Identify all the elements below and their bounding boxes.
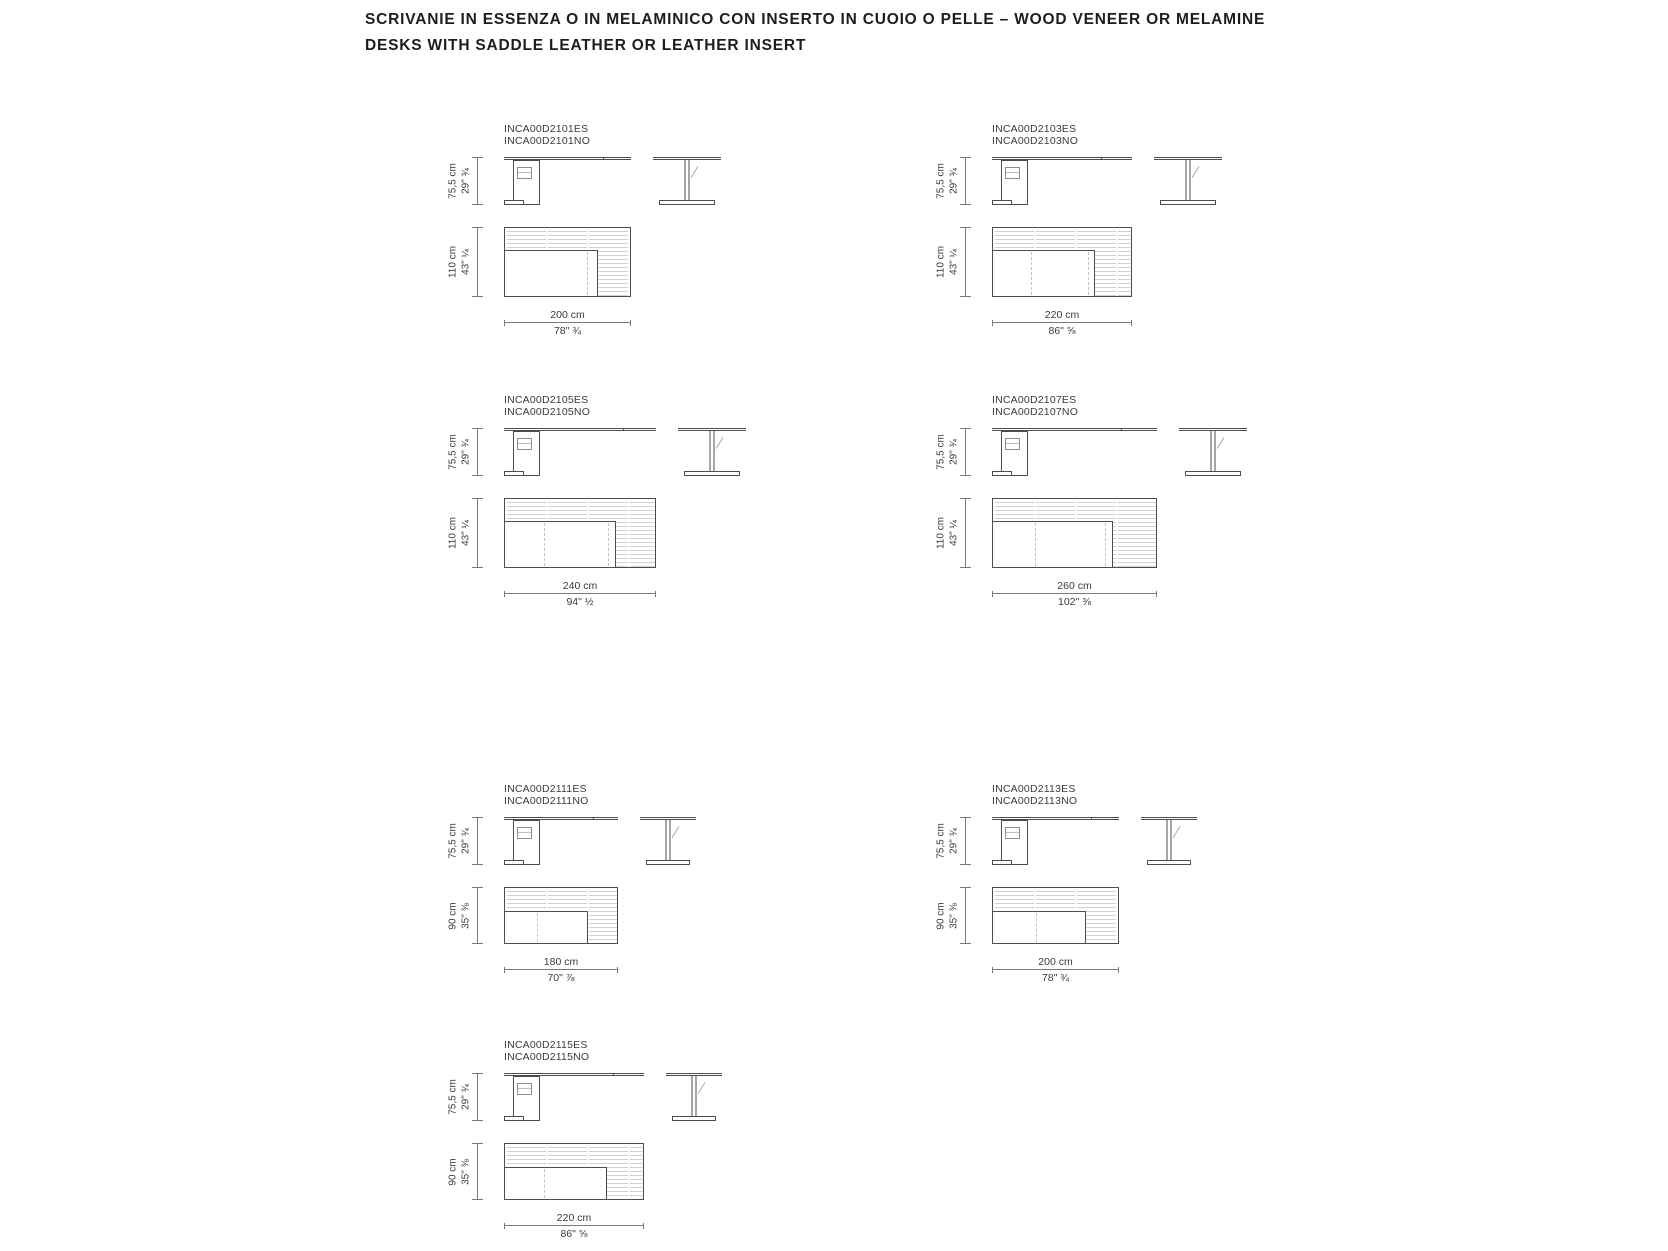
height-inch-label: 29" ¾ <box>948 168 960 194</box>
plan-view-drawing <box>992 498 1157 568</box>
side-leg-post <box>692 1076 697 1117</box>
front-elevation-drawing <box>992 817 1119 865</box>
product-codes <box>992 395 1078 418</box>
width-dimension-line <box>504 593 656 594</box>
product-code-es: INCA00D2101ES <box>504 123 589 135</box>
height-dimension <box>934 817 966 865</box>
leather-insert-area <box>993 250 1095 296</box>
product-code-es: INCA00D2111ES <box>504 783 587 795</box>
top-joint-tick <box>623 429 624 431</box>
plan-view-drawing <box>992 227 1132 297</box>
insert-seam-line <box>1088 252 1089 295</box>
plan-view-drawing <box>504 227 631 297</box>
height-dimension <box>446 1073 478 1121</box>
side-foot-plate <box>684 471 740 476</box>
height-cm-label: 75,5 cm <box>935 163 947 199</box>
width-dimension <box>504 956 618 984</box>
depth-dimension <box>934 887 966 944</box>
height-cm-label: 75,5 cm <box>447 823 459 859</box>
width-dimension-line <box>992 593 1157 594</box>
top-joint-tick <box>603 158 604 160</box>
plan-view-drawing <box>504 1143 644 1200</box>
insert-seam-line <box>1031 252 1032 295</box>
height-inch-label: 29" ¾ <box>948 439 960 465</box>
width-inch-label: 102" ⅜ <box>1058 596 1091 608</box>
width-inch-label: 70" ⅞ <box>547 972 575 984</box>
width-dimension-line <box>504 969 618 970</box>
plan-view-drawing <box>504 498 656 568</box>
width-dimension-line <box>504 322 631 323</box>
product-code-no: INCA00D2111NO <box>504 794 589 807</box>
depth-dimension <box>934 227 966 297</box>
page-title-line2: DESKS WITH SADDLE LEATHER OR LEATHER INSERT <box>365 37 807 54</box>
side-elevation-drawing <box>640 817 696 865</box>
product-block <box>935 123 1080 337</box>
side-brace-line <box>691 166 699 178</box>
depth-cm-label: 110 cm <box>935 516 947 550</box>
width-inch-label: 86" ⅝ <box>1048 325 1076 337</box>
height-inch-label: 29" ¾ <box>460 828 472 854</box>
side-elevation-drawing <box>1179 428 1247 476</box>
width-inch-label: 78" ¾ <box>553 325 582 337</box>
product-code-no: INCA00D2113NO <box>992 794 1078 807</box>
width-dimension <box>504 1212 644 1240</box>
width-cm-label: 180 cm <box>543 956 579 968</box>
width-cm-label: 220 cm <box>1044 309 1080 321</box>
depth-cm-label: 90 cm <box>447 1157 459 1186</box>
width-dimension <box>504 580 656 608</box>
depth-inch-label: 35" ⅜ <box>948 902 960 929</box>
insert-seam-line <box>1105 523 1106 566</box>
product-codes <box>504 784 589 807</box>
product-block <box>935 783 1078 984</box>
height-inch-label: 29" ¾ <box>460 1084 472 1110</box>
page-title-line1: SCRIVANIE IN ESSENZA O IN MELAMINICO CON INSERTO IN CUOIO O PELLE – WOOD VENEER OR MELAMINE <box>365 11 1266 28</box>
leg-drawer-detail <box>1005 167 1020 179</box>
side-foot-plate <box>672 1116 716 1121</box>
side-leg-post <box>666 820 671 861</box>
product-code-es: INCA00D2113ES <box>992 783 1076 795</box>
depth-cm-label: 110 cm <box>447 245 459 279</box>
leather-insert-area <box>505 521 616 567</box>
side-elevation-drawing <box>666 1073 722 1121</box>
product-code-no: INCA00D2105NO <box>504 405 591 418</box>
height-cm-label: 75,5 cm <box>935 823 947 859</box>
leather-insert-area <box>505 911 588 943</box>
top-joint-tick <box>1091 818 1092 820</box>
insert-seam-line <box>608 523 609 566</box>
top-joint-tick <box>593 818 594 820</box>
product-codes <box>992 784 1077 807</box>
depth-dimension <box>446 498 478 568</box>
depth-inch-label: 35" ⅜ <box>460 1158 472 1185</box>
front-elevation-drawing <box>504 157 631 205</box>
depth-inch-label: 43" ¼ <box>460 249 472 275</box>
side-elevation-drawing <box>1141 817 1197 865</box>
insert-seam-line <box>537 913 538 942</box>
height-dimension <box>934 428 966 476</box>
leg-foot-plate <box>992 200 1012 205</box>
side-brace-line <box>1192 166 1200 178</box>
insert-seam-line <box>1035 523 1036 566</box>
product-code-es: INCA00D2115ES <box>504 1039 588 1051</box>
width-inch-label: 86" ⅝ <box>560 1228 588 1240</box>
leg-drawer-detail <box>517 167 532 179</box>
width-dimension-line <box>992 969 1119 970</box>
leg-drawer-detail <box>1005 827 1020 839</box>
depth-cm-label: 90 cm <box>447 901 459 930</box>
width-inch-label: 78" ¾ <box>1041 972 1070 984</box>
top-joint-tick <box>613 1074 614 1076</box>
side-foot-plate <box>1185 471 1241 476</box>
side-leg-post <box>1167 820 1172 861</box>
front-elevation-drawing <box>504 428 656 476</box>
product-code-no: INCA00D2103NO <box>992 134 1079 147</box>
top-joint-tick <box>1101 158 1102 160</box>
depth-inch-label: 43" ¼ <box>460 520 472 546</box>
leather-insert-area <box>505 250 598 296</box>
width-dimension-line <box>504 1225 644 1226</box>
height-cm-label: 75,5 cm <box>447 163 459 199</box>
product-block <box>935 394 1092 608</box>
insert-seam-line <box>1036 913 1037 942</box>
side-foot-plate <box>659 200 715 205</box>
front-elevation-drawing <box>504 1073 644 1121</box>
front-elevation-drawing <box>992 428 1157 476</box>
front-elevation-drawing <box>992 157 1132 205</box>
product-code-es: INCA00D2107ES <box>992 394 1077 406</box>
height-dimension <box>446 817 478 865</box>
product-code-no: INCA00D2107NO <box>992 405 1079 418</box>
side-brace-line <box>672 826 680 838</box>
height-dimension <box>446 428 478 476</box>
leg-foot-plate <box>504 860 524 865</box>
width-dimension <box>992 309 1132 337</box>
product-codes <box>504 124 590 147</box>
page-title <box>365 7 1265 59</box>
side-leg-post <box>1186 160 1191 201</box>
height-dimension <box>446 157 478 205</box>
side-leg-post <box>710 431 715 472</box>
depth-cm-label: 90 cm <box>935 901 947 930</box>
product-codes <box>504 395 590 418</box>
side-elevation-drawing <box>653 157 721 205</box>
depth-dimension <box>446 1143 478 1200</box>
width-dimension <box>992 956 1119 984</box>
product-codes <box>504 1040 589 1063</box>
plan-view-drawing <box>504 887 618 944</box>
depth-cm-label: 110 cm <box>935 245 947 279</box>
height-cm-label: 75,5 cm <box>447 1079 459 1115</box>
leg-foot-plate <box>992 471 1012 476</box>
side-foot-plate <box>646 860 690 865</box>
height-inch-label: 29" ¾ <box>460 168 472 194</box>
side-brace-line <box>1217 437 1225 449</box>
depth-dimension <box>934 498 966 568</box>
depth-inch-label: 35" ⅜ <box>460 902 472 929</box>
width-dimension <box>504 309 631 337</box>
product-code-no: INCA00D2101NO <box>504 134 591 147</box>
height-cm-label: 75,5 cm <box>935 434 947 470</box>
side-leg-post <box>1211 431 1216 472</box>
product-block <box>447 783 589 984</box>
side-brace-line <box>716 437 724 449</box>
depth-cm-label: 110 cm <box>447 516 459 550</box>
side-brace-line <box>1173 826 1181 838</box>
product-codes <box>992 124 1078 147</box>
depth-dimension <box>446 227 478 297</box>
side-elevation-drawing <box>1154 157 1222 205</box>
depth-dimension <box>446 887 478 944</box>
plan-view-drawing <box>992 887 1119 944</box>
width-dimension-line <box>992 322 1132 323</box>
leather-insert-area <box>505 1167 607 1199</box>
insert-seam-line <box>544 523 545 566</box>
height-inch-label: 29" ¾ <box>460 439 472 465</box>
side-leg-post <box>685 160 690 201</box>
width-inch-label: 94" ½ <box>566 596 594 608</box>
width-cm-label: 200 cm <box>550 309 585 321</box>
width-cm-label: 220 cm <box>556 1212 592 1224</box>
depth-inch-label: 43" ¼ <box>948 249 960 275</box>
leg-foot-plate <box>992 860 1012 865</box>
height-inch-label: 29" ¾ <box>948 828 960 854</box>
side-elevation-drawing <box>678 428 746 476</box>
leather-insert-area <box>993 911 1086 943</box>
width-cm-label: 200 cm <box>1038 956 1073 968</box>
insert-seam-line <box>544 1169 545 1198</box>
product-block <box>447 123 591 337</box>
product-code-es: INCA00D2105ES <box>504 394 589 406</box>
leg-foot-plate <box>504 1116 524 1121</box>
product-block <box>447 1039 592 1240</box>
height-dimension <box>934 157 966 205</box>
leg-drawer-detail <box>517 438 532 450</box>
insert-seam-line <box>587 252 588 295</box>
product-code-es: INCA00D2103ES <box>992 123 1077 135</box>
side-foot-plate <box>1160 200 1216 205</box>
leg-foot-plate <box>504 200 524 205</box>
front-elevation-drawing <box>504 817 618 865</box>
leather-insert-area <box>993 521 1113 567</box>
width-cm-label: 260 cm <box>1057 580 1092 592</box>
height-cm-label: 75,5 cm <box>447 434 459 470</box>
width-dimension <box>992 580 1157 608</box>
side-brace-line <box>698 1082 706 1094</box>
side-foot-plate <box>1147 860 1191 865</box>
product-code-no: INCA00D2115NO <box>504 1050 590 1063</box>
leg-foot-plate <box>504 471 524 476</box>
leg-drawer-detail <box>1005 438 1020 450</box>
depth-inch-label: 43" ¼ <box>948 520 960 546</box>
leg-drawer-detail <box>517 827 532 839</box>
leg-drawer-detail <box>517 1083 532 1095</box>
width-cm-label: 240 cm <box>562 580 598 592</box>
top-joint-tick <box>1121 429 1122 431</box>
product-block <box>447 394 598 608</box>
